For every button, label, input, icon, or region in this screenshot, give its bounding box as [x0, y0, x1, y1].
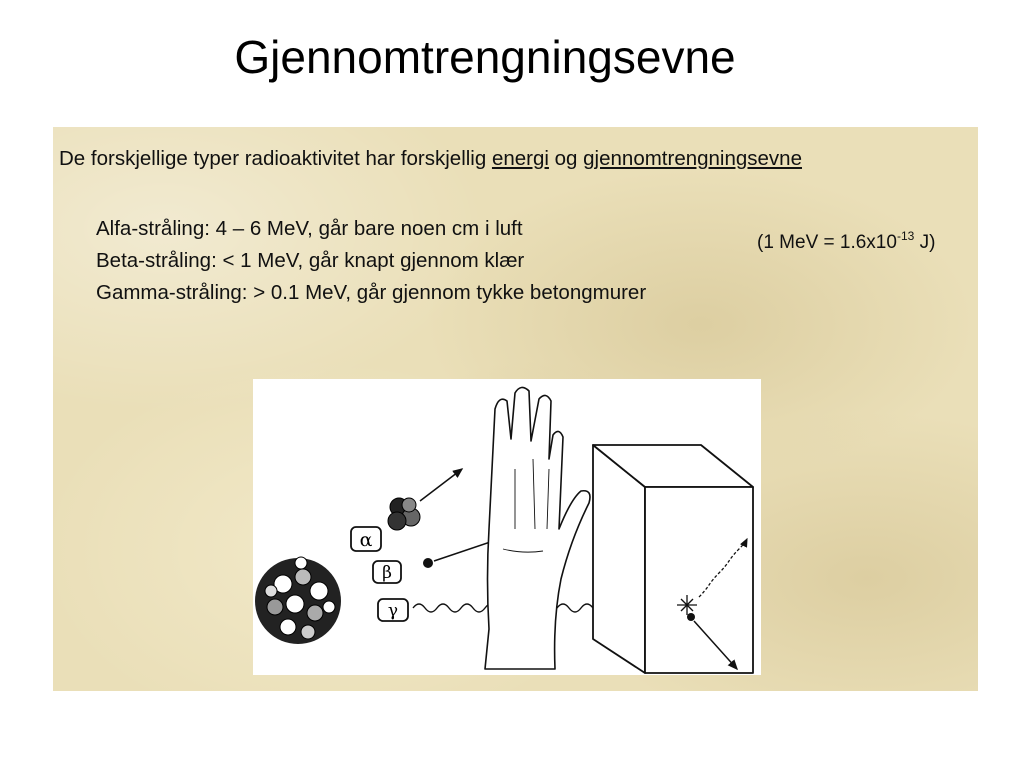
- electron-icon: [687, 613, 695, 621]
- alpha-particle-icon: [388, 498, 420, 530]
- svg-text:β: β: [382, 563, 392, 583]
- hand-icon: [485, 387, 590, 669]
- gamma-label: [378, 599, 408, 621]
- slide-title: Gjennomtrengningsevne: [234, 31, 736, 83]
- intro-text: [59, 147, 802, 171]
- radiation-list: [96, 213, 646, 309]
- conversion-exponent: -13: [896, 229, 915, 243]
- intro-penetration: gjennomtrengningsevne: [583, 147, 802, 170]
- intro-energy: energi: [491, 147, 549, 170]
- concrete-block-icon: [593, 445, 753, 673]
- conversion-suffix: J): [914, 232, 936, 253]
- conversion-prefix: (1 MeV = 1.6x10: [757, 232, 897, 253]
- beta-line: Beta-stråling: < 1 MeV, går knapt gjennom klær: [96, 249, 525, 272]
- intro-and: og: [548, 147, 584, 170]
- intro-prefix: De forskjellige typer radioaktivitet har forskjellig: [59, 147, 492, 170]
- svg-text:α: α: [359, 529, 373, 551]
- alpha-label: [351, 527, 381, 551]
- beta-label: [373, 561, 401, 583]
- alpha-line: Alfa-stråling: 4 – 6 MeV, går bare noen cm i luft: [96, 217, 523, 240]
- beta-particle-icon: [423, 558, 433, 568]
- penetration-illustration: [253, 379, 761, 675]
- nucleus-icon: [255, 557, 341, 644]
- content-panel: [53, 127, 978, 691]
- svg-text:γ: γ: [387, 601, 399, 621]
- illustration-svg: [253, 379, 761, 675]
- gamma-line: Gamma-stråling: > 0.1 MeV, går gjennom tykke betongmurer: [96, 281, 647, 304]
- mev-conversion: [757, 229, 935, 254]
